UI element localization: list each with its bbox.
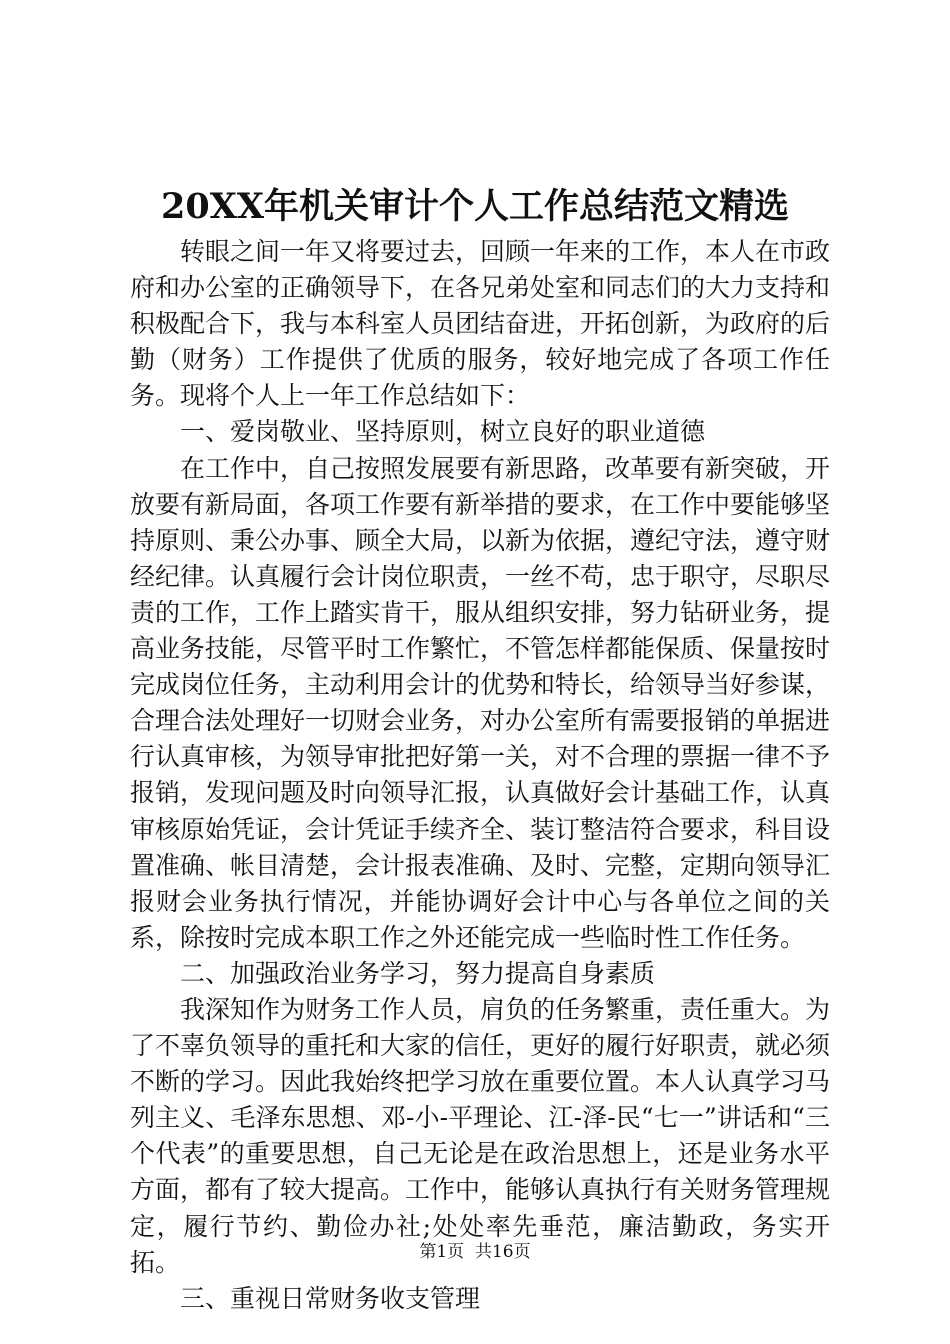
section-heading-3: 三、重视日常财务收支管理 bbox=[180, 1283, 481, 1313]
section-heading-1: 一、爱岗敬业、坚持原则，树立良好的职业道德 bbox=[180, 417, 706, 447]
paragraph-intro: 转眼之间一年又将要过去，回顾一年来的工作，本人在市政府和办公室的正确领导下，在各兄弟处室和同志们的大力支持和积极配合下，我与本科室人员团结奋进，开拓创新，为政府的后勤（财务）工作提供了优质的服务，较好地完成了各项工作任务。现将个人上一年工作总结如下： bbox=[130, 237, 831, 411]
document-body bbox=[130, 234, 830, 1317]
page-number-footer: 第1页 共16页 bbox=[419, 1242, 531, 1262]
document-title: 20XX年机关审计个人工作总结范文精选 bbox=[160, 186, 790, 227]
paragraph-section-2: 我深知作为财务工作人员，肩负的任务繁重，责任重大。为了不辜负领导的重托和大家的信任，更好的履行好职责，就必须不断的学习。因此我始终把学习放在重要位置。本人认真学习马列主义、毛泽东思想、邓-小-平理论、江-泽-民“七一”讲话和“三个代表”的重要思想，自己无论是在政治思想上，还是业务水平方面，都有了较大提高。工作中，能够认真执行有关财务管理规定，履行节约、勤俭办社;处处率先垂范，廉洁勤政，务实开拓。 bbox=[130, 994, 831, 1277]
paragraph-section-1: 在工作中，自己按照发展要有新思路，改革要有新突破，开放要有新局面，各项工作要有新举措的要求，在工作中要能够坚持原则、秉公办事、顾全大局，以新为依据，遵纪守法，遵守财经纪律。认真履行会计岗位职责，一丝不苟，忠于职守，尽职尽责的工作，工作上踏实肯干，服从组织安排，努力钻研业务，提高业务技能，尽管平时工作繁忙，不管怎样都能保质、保量按时完成岗位任务，主动利用会计的优势和特长，给领导当好参谋，合理合法处理好一切财会业务，对办公室所有需要报销的单据进行认真审核，为领导审批把好第一关，对不合理的票据一律不予报销，发现问题及时向领导汇报，认真做好会计基础工作，认真审核原始凭证，会计凭证手续齐全、装订整洁符合要求，科目设置准确、帐目清楚，会计报表准确、及时、完整，定期向领导汇报财会业务执行情况，并能协调好会计中心与各单位之间的关系，除按时完成本职工作之外还能完成一些临时性工作任务。 bbox=[130, 453, 831, 952]
section-heading-2: 二、加强政治业务学习，努力提高自身素质 bbox=[180, 958, 656, 988]
